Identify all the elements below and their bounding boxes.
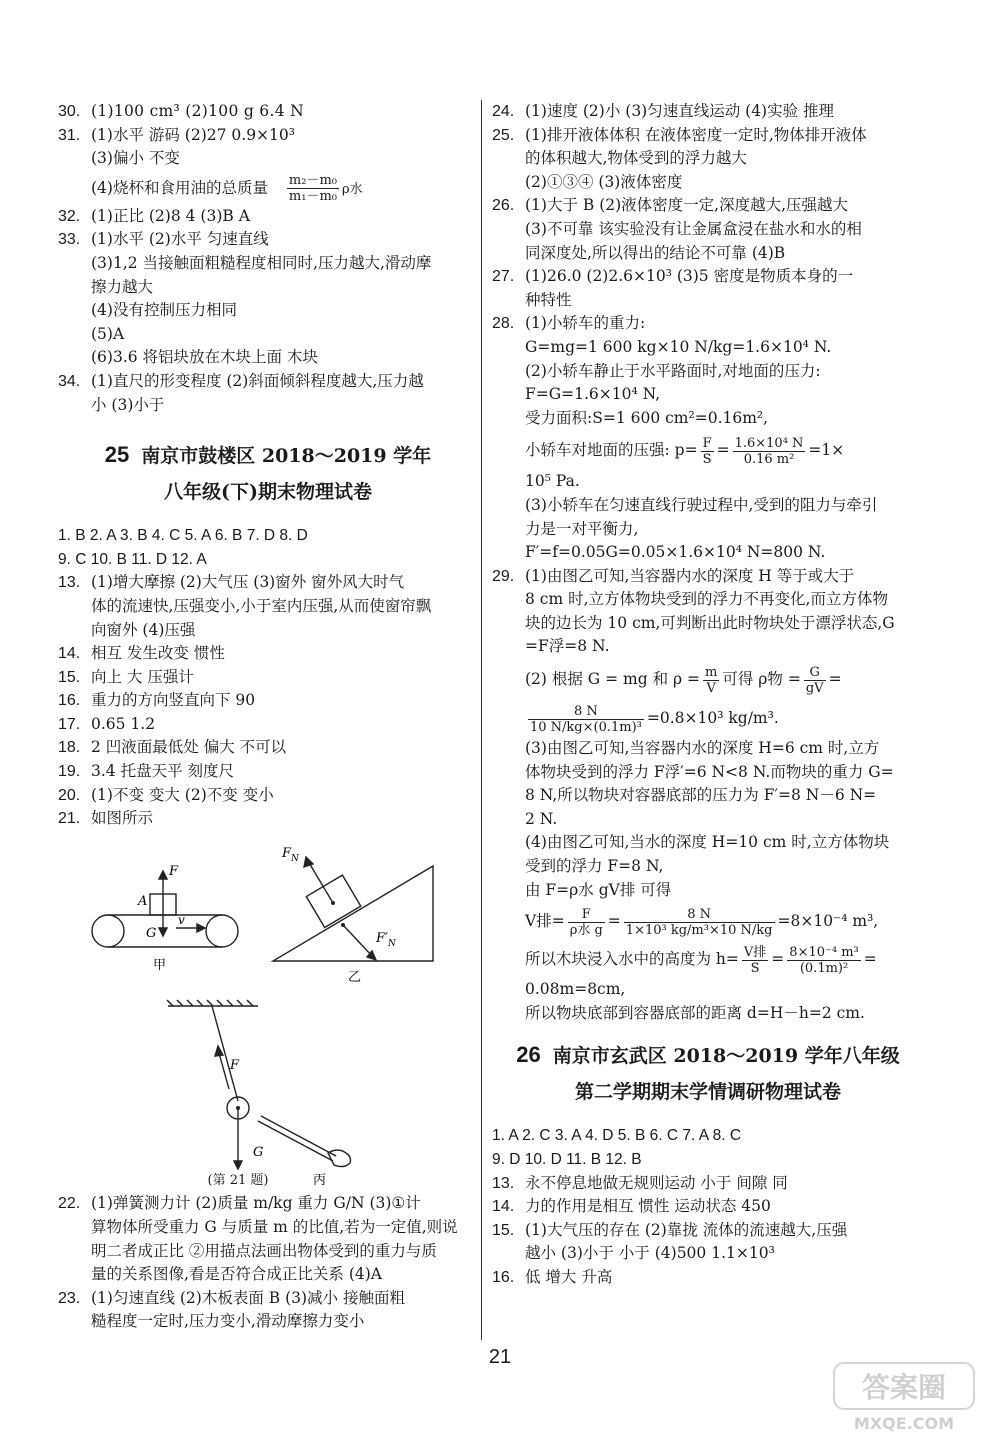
column-divider: [481, 100, 482, 1340]
left-column: [58, 100, 478, 1334]
watermark-graphic: [832, 1357, 982, 1437]
answer-29-density-formula: (2) 根据 G = mg 和 ρ = $\frac{m}{V}$ 可得 ρ物 = $\frac{G}{gV}$ =: [525, 664, 842, 696]
diagram-jia: [92, 871, 238, 947]
fraction: $\frac{G}{gV}$: [805, 664, 824, 696]
fraction: $\frac{\text{8×10⁻⁴ m³}}{\text{(0.1m)²}}$: [789, 944, 859, 976]
answer-25-line: 的体积越大,物体受到的浮力越大: [525, 149, 747, 168]
fraction: $\frac{F}{\text{ρ水 g}}$: [569, 906, 603, 938]
answer-28-line: 10⁵ Pa.: [525, 472, 580, 491]
answer-29-line: =F浮=8 N.: [525, 637, 610, 656]
block-a-label: A: [138, 893, 148, 909]
answer-28-pressure-formula: 小轿车对地面的压强: p= $\frac{F}{S}$ = $\frac{\text{1.6×10⁴ N}}{\text{0.16 m²}}$ =1×: [525, 435, 845, 467]
fraction: $\frac{\text{1.6×10⁴ N}}{\text{0.16 m²}}$: [734, 435, 804, 467]
normal-force-label: $F_N$: [282, 845, 299, 864]
velocity-v-label: v: [178, 912, 185, 927]
tension-f-label: F: [230, 1057, 240, 1073]
fraction: $\frac{8 N}{\text{1×10³ kg/m³×10 N/kg}}$: [625, 906, 773, 938]
answer-15: 15. (1)大气压的存在 (2)靠拢 流体的流速越大,压强: [492, 1220, 848, 1239]
answer-29-line: 0.08m=8cm,: [525, 980, 626, 999]
answer-28-line: (2)小轿车静止于水平路面时,对地面的压力:: [525, 361, 821, 380]
answer-31-line: (3)偏小 不变: [91, 149, 180, 168]
answer-15-line: 越小 (3)小于 小于 (4)500 1.1×10³: [525, 1244, 775, 1263]
gravity-g-label: G: [253, 1144, 264, 1160]
fraction: $\frac{8 N}{\text{10 N/kg×(0.1m)³}}$: [530, 703, 642, 735]
answer-33-line: (5)A: [91, 324, 125, 343]
multiple-choice-answers: 9. D 10. D 11. B 12. B: [492, 1151, 642, 1168]
answer-29-line: 受到的浮力 F=8 N,: [525, 857, 664, 876]
answer-29-line: 体物块受到的浮力 F浮′=6 N<8 N.而物块的重力 G=: [525, 762, 894, 781]
page-number: 21: [488, 1346, 512, 1368]
answer-22-line: 明二者成正比 ②用描点法画出物体受到的重力与质: [91, 1241, 437, 1260]
svg-text:MXQE.COM: MXQE.COM: [853, 1414, 955, 1433]
answer-24: 24. (1)速度 (2)小 (3)匀速直线运动 (4)实验 推理: [492, 102, 835, 120]
answer-33-line: (4)没有控制压力相同: [91, 301, 237, 320]
answer-34-line: 小 (3)小于: [91, 395, 165, 414]
answer-22-line: 算物体所受重力 G 与质量 m 的比值,若为一定值,则说: [91, 1218, 458, 1237]
answer-16: 16. 低 增大 升高: [492, 1267, 613, 1286]
answer-29-line: 2 N.: [525, 809, 558, 828]
answer-28-line: F′=f=0.05G=0.05×1.6×10⁴ N=800 N.: [525, 543, 826, 562]
answer-27: 27. (1)26.0 (2)2.6×10³ (3)5 密度是物质本身的一: [492, 267, 854, 286]
multiple-choice-answers: 1. A 2. C 3. A 4. D 5. B 6. C 7. A 8. C: [492, 1127, 742, 1145]
answer-23: 23. (1)匀速直线 (2)木板表面 B (3)减小 接触面粗: [58, 1288, 405, 1307]
answer-26-line: 同深度处,所以得出的结论不可靠 (4)B: [525, 243, 786, 262]
answer-26: 26. (1)大于 B (2)液体密度一定,深度越大,压强越大: [492, 196, 849, 215]
answer-20: 20. (1)不变 变大 (2)不变 变小: [58, 785, 274, 804]
answer-28: 28. (1)小轿车的重力:: [492, 314, 646, 333]
answer-29-line: (4)由图乙可知,当水的深度 H=10 cm 时,立方体物块: [525, 833, 890, 852]
fraction: $\frac{\text{V排}}{S}$: [743, 944, 767, 976]
answer-33: 33. (1)水平 (2)水平 匀速直线: [58, 230, 269, 249]
multiple-choice-answers: 9. C 10. B 11. D 12. A: [58, 550, 207, 568]
answer-29-height-formula: 所以木块浸入水中的高度为 h= $\frac{\text{V排}}{S}$ = $\frac{\text{8×10⁻⁴ m³}}{\text{(0.1m)²}}$ =: [525, 944, 877, 976]
diagram-bing: [167, 1000, 351, 1169]
answer-29-line: (3)由图乙可知,当容器内水的深度 H=6 cm 时,立方: [525, 739, 880, 758]
answer-29-density-result: $\frac{8 N}{\text{10 N/kg×(0.1m)³}}$ =0.8×10³ kg/m³.: [530, 703, 779, 735]
answer-15: 15. 向上 大 压强计: [58, 667, 194, 686]
answer-25-line: (2)①③④ (3)液体密度: [525, 172, 683, 191]
answer-28-line: 受力面积:S=1 600 cm²=0.16m²,: [525, 408, 769, 427]
gravity-g-label: G: [146, 925, 157, 941]
answer-14: 14. 相互 发生改变 惯性: [58, 644, 225, 663]
answer-26-line: (3)不可靠 该实验没有让金属盒浸在盐水和水的相: [525, 219, 862, 238]
watermark-logo: [832, 1357, 982, 1437]
figure-label-jia: 甲: [153, 957, 167, 973]
answer-23-line: 糙程度一定时,压力变小,滑动摩擦力变小: [91, 1312, 365, 1331]
answer-29-line: 所以物块底部到容器底部的距离 d=H－h=2 cm.: [525, 1003, 865, 1022]
answer-29-line: 由 F=ρ水 gV排 可得: [525, 880, 672, 899]
answer-32: 32. (1)正比 (2)8 4 (3)B A: [58, 206, 250, 225]
answer-18: 18. 2 凹液面最低处 偏大 不可以: [58, 738, 287, 757]
answer-29-line: 8 N,所以物块对容器底部的压力为 F′=8 N－6 N=: [525, 786, 877, 805]
answer-17: 17. 0.65 1.2: [58, 714, 156, 733]
answer-31: 31. (1)水平 游码 (2)27 0.9×10³: [58, 125, 295, 144]
answer-34: 34. (1)直尺的形变程度 (2)斜面倾斜程度越大,压力越: [58, 371, 424, 390]
answer-21: 21. 如图所示: [58, 809, 154, 828]
right-column: [492, 100, 924, 1290]
answer-33-line: 擦力越大: [91, 277, 154, 296]
figure-caption: (第 21 题): [207, 1172, 269, 1188]
multiple-choice-answers: 1. B 2. A 3. B 4. C 5. A 6. B 7. D 8. D: [58, 527, 308, 545]
answer-22-line: 量的关系图像,看是否符合成正比关系 (4)A: [91, 1265, 383, 1284]
answer-30: 30. (1)100 cm³ (2)100 g 6.4 N: [58, 102, 304, 120]
density-fraction: $\frac{\text{m₂－m₀}}{\text{m₁－m₀}}$: [288, 173, 337, 205]
answer-14: 14. 力的作用是相互 惯性 运动状态 450: [492, 1197, 771, 1216]
figure-label-yi: 乙: [348, 969, 362, 985]
answer-29: 29. (1)由图乙可知,当容器内水的深度 H 等于或大于: [492, 566, 855, 585]
pressure-force-label: $F'_N$: [376, 930, 396, 949]
fraction: $\frac{m}{V}$: [705, 664, 718, 696]
section-subheading-26: 第二学期期末学情调研物理试卷: [574, 1081, 841, 1104]
answer-13-line: 向窗外 (4)压强: [91, 620, 196, 639]
answer-13-line: 体的流速快,压强变小,小于室内压强,从而使窗帘飘: [91, 596, 432, 615]
section-heading-26: 26 南京市玄武区 2018～2019 学年八年级: [516, 1042, 900, 1068]
answer-28-line: G=mg=1 600 kg×10 N/kg=1.6×10⁴ N.: [525, 337, 832, 356]
answer-25: 25. (1)排开液体体积 在液体密度一定时,物体排开液体: [492, 125, 867, 144]
section-heading-25: 25 南京市鼓楼区 2018～2019 学年: [104, 442, 432, 468]
answer-13: 13. 永不停息地做无规则运动 小于 间隙 同: [492, 1173, 788, 1192]
answer-33-line: (3)1,2 当接触面粗糙程度相同时,压力越大,滑动摩: [91, 253, 432, 272]
answer-16: 16. 重力的方向竖直向下 90: [58, 691, 256, 710]
answer-22: 22. (1)弹簧测力计 (2)质量 m/kg 重力 G/N (3)①计: [58, 1194, 421, 1213]
answer-28-line: F=G=1.6×10⁴ N,: [525, 385, 661, 404]
force-f-label: F: [169, 863, 179, 879]
answer-29-line: 块的边长为 10 cm,可判断出此时物块处于漂浮状态,G: [525, 613, 895, 632]
answer-28-line: 力是一对平衡力,: [525, 519, 639, 538]
fraction: $\frac{F}{S}$: [702, 435, 712, 467]
answer-28-line: (3)小轿车在匀速直线行驶过程中,受到的阻力与牵引: [525, 495, 878, 514]
answer-13: 13. (1)增大摩擦 (2)大气压 (3)窗外 窗外风大时气: [58, 573, 405, 592]
answer-19: 19. 3.4 托盘天平 刻度尺: [58, 762, 235, 781]
section-subheading-25: 八年级(下)期末物理试卷: [164, 481, 372, 504]
svg-text:答案圈: 答案圈: [861, 1371, 947, 1404]
answer-31-formula: (4)烧杯和食用油的总质量 $\frac{\text{m₂－m₀}}{\text{m₁－m₀}}$ ρ水: [91, 173, 363, 205]
answer-27-line: 种特性: [525, 290, 572, 309]
answer-29-volume-formula: V排= $\frac{F}{\text{ρ水 g}}$ = $\frac{8 N}{\text{1×10³ kg/m³×10 N/kg}}$ =8×10⁻⁴ m³,: [525, 906, 879, 938]
figure-label-bing: 丙: [313, 1172, 327, 1188]
diagram-yi: [273, 857, 433, 961]
answer-29-line: 8 cm 时,立方体物块受到的浮力不再变化,而立方体物: [525, 590, 888, 609]
answer-33-line: (6)3.6 将铝块放在木块上面 木块: [91, 348, 318, 367]
